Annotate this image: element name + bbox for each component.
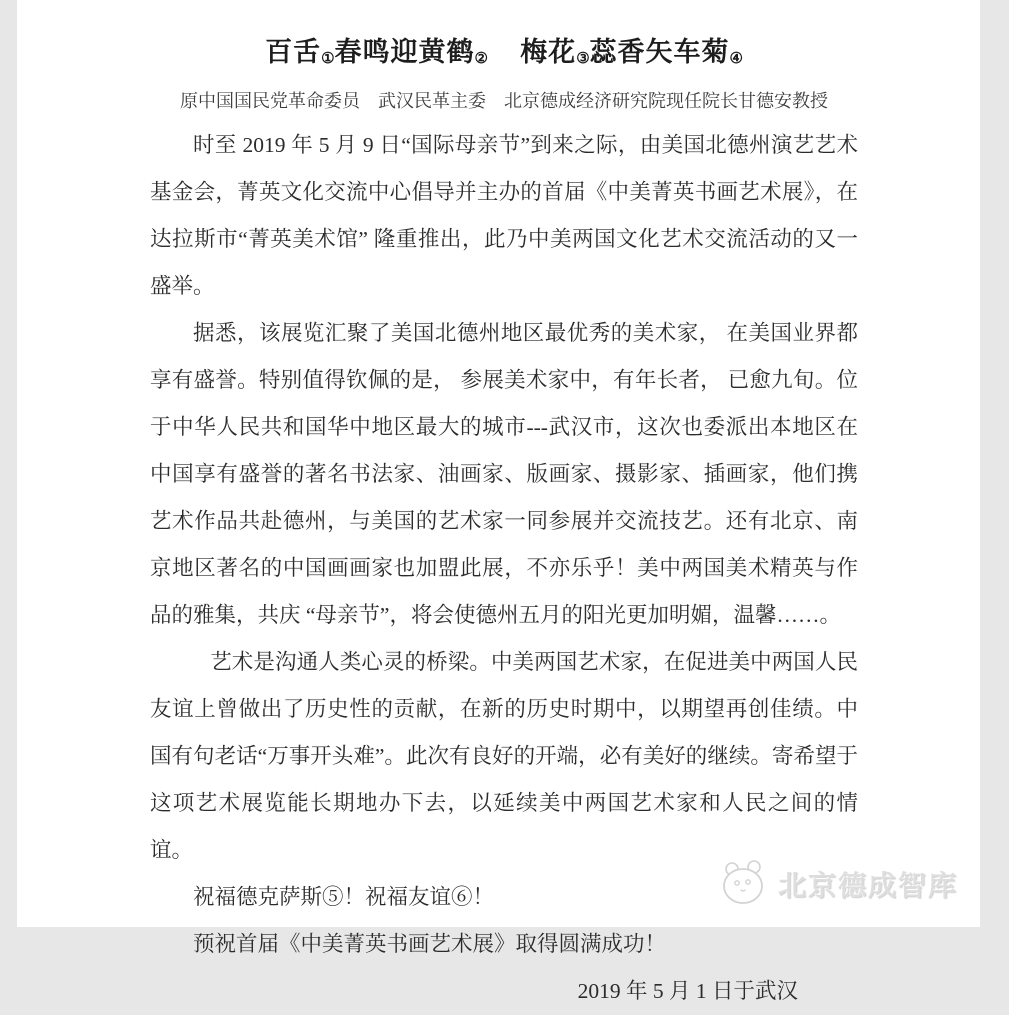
paragraph-2: 据悉，该展览汇聚了美国北德州地区最优秀的美术家， 在美国业界都享有盛誉。特别值得钦佩的是， 参展美术家中，有年长者， 已愈九旬。位于中华人民共和国华中地区最大的城市---武汉市，这次也委派出本地区在中国享有盛誉的著名书法家、油画家、版画家、摄影家、插画家，他们携艺术作品共赴德州，与美国的艺术家一同参展并交流技艺。还有北京、南京地区著名的中国画画家也加盟此展，不亦乐乎！美中两国美术精英与作品的雅集，共庆 “母亲节”，将会使德州五月的阳光更加明媚，温馨……。 (150, 321, 858, 628)
footnote-marker-1: ① (321, 51, 335, 68)
byline: 原中国国民党革命委员 武汉民革主委 北京德成经济研究院现任院长甘德安教授 (180, 91, 828, 112)
footnote-marker-2: ② (474, 51, 488, 68)
footnote-marker-3: ③ (576, 51, 590, 68)
title-text-1: 百舌 (265, 37, 322, 67)
watermark-text: 北京德成智库 (777, 871, 958, 902)
article-page (17, 0, 980, 1004)
page-title (150, 34, 858, 77)
paragraph-wish: 预祝首届《中美菁英书画艺术展》取得圆满成功！ (193, 932, 667, 957)
panda-logo-icon (718, 859, 770, 909)
title-text-2: 春鸣迎黄鹤 (334, 37, 475, 67)
paragraph-1: 时至 2019 年 5 月 9 日“国际母亲节”到来之际，由美国北德州演艺艺术基金会，菁英文化交流中心倡导并主办的首届《中美菁英书画艺术展》，在达拉斯市“菁英美术馆” 隆重推出，此乃中美两国文化艺术交流活动的又一盛举。 (150, 133, 858, 299)
paragraph-blessing: 祝福德克萨斯⑤！祝福友谊⑥！ (193, 885, 495, 910)
paragraph-3: 艺术是沟通人类心灵的桥梁。中美两国艺术家，在促进美中两国人民友谊上曾做出了历史性的贡献，在新的历史时期中，以期望再创佳绩。中国有句老话“万事开头难”。此次有良好的开端，必有美好的继续。寄希望于这项艺术展览能长期地办下去，以延续美中两国艺术家和人民之间的情谊。 (150, 650, 858, 863)
watermark (718, 859, 958, 909)
title-text-4: 蕊香矢车菊 (589, 37, 730, 67)
footnote-marker-4: ④ (729, 51, 743, 68)
title-text-3: 梅花 (520, 37, 577, 67)
date-line: 2019 年 5 月 1 日于武汉 (577, 979, 798, 1004)
